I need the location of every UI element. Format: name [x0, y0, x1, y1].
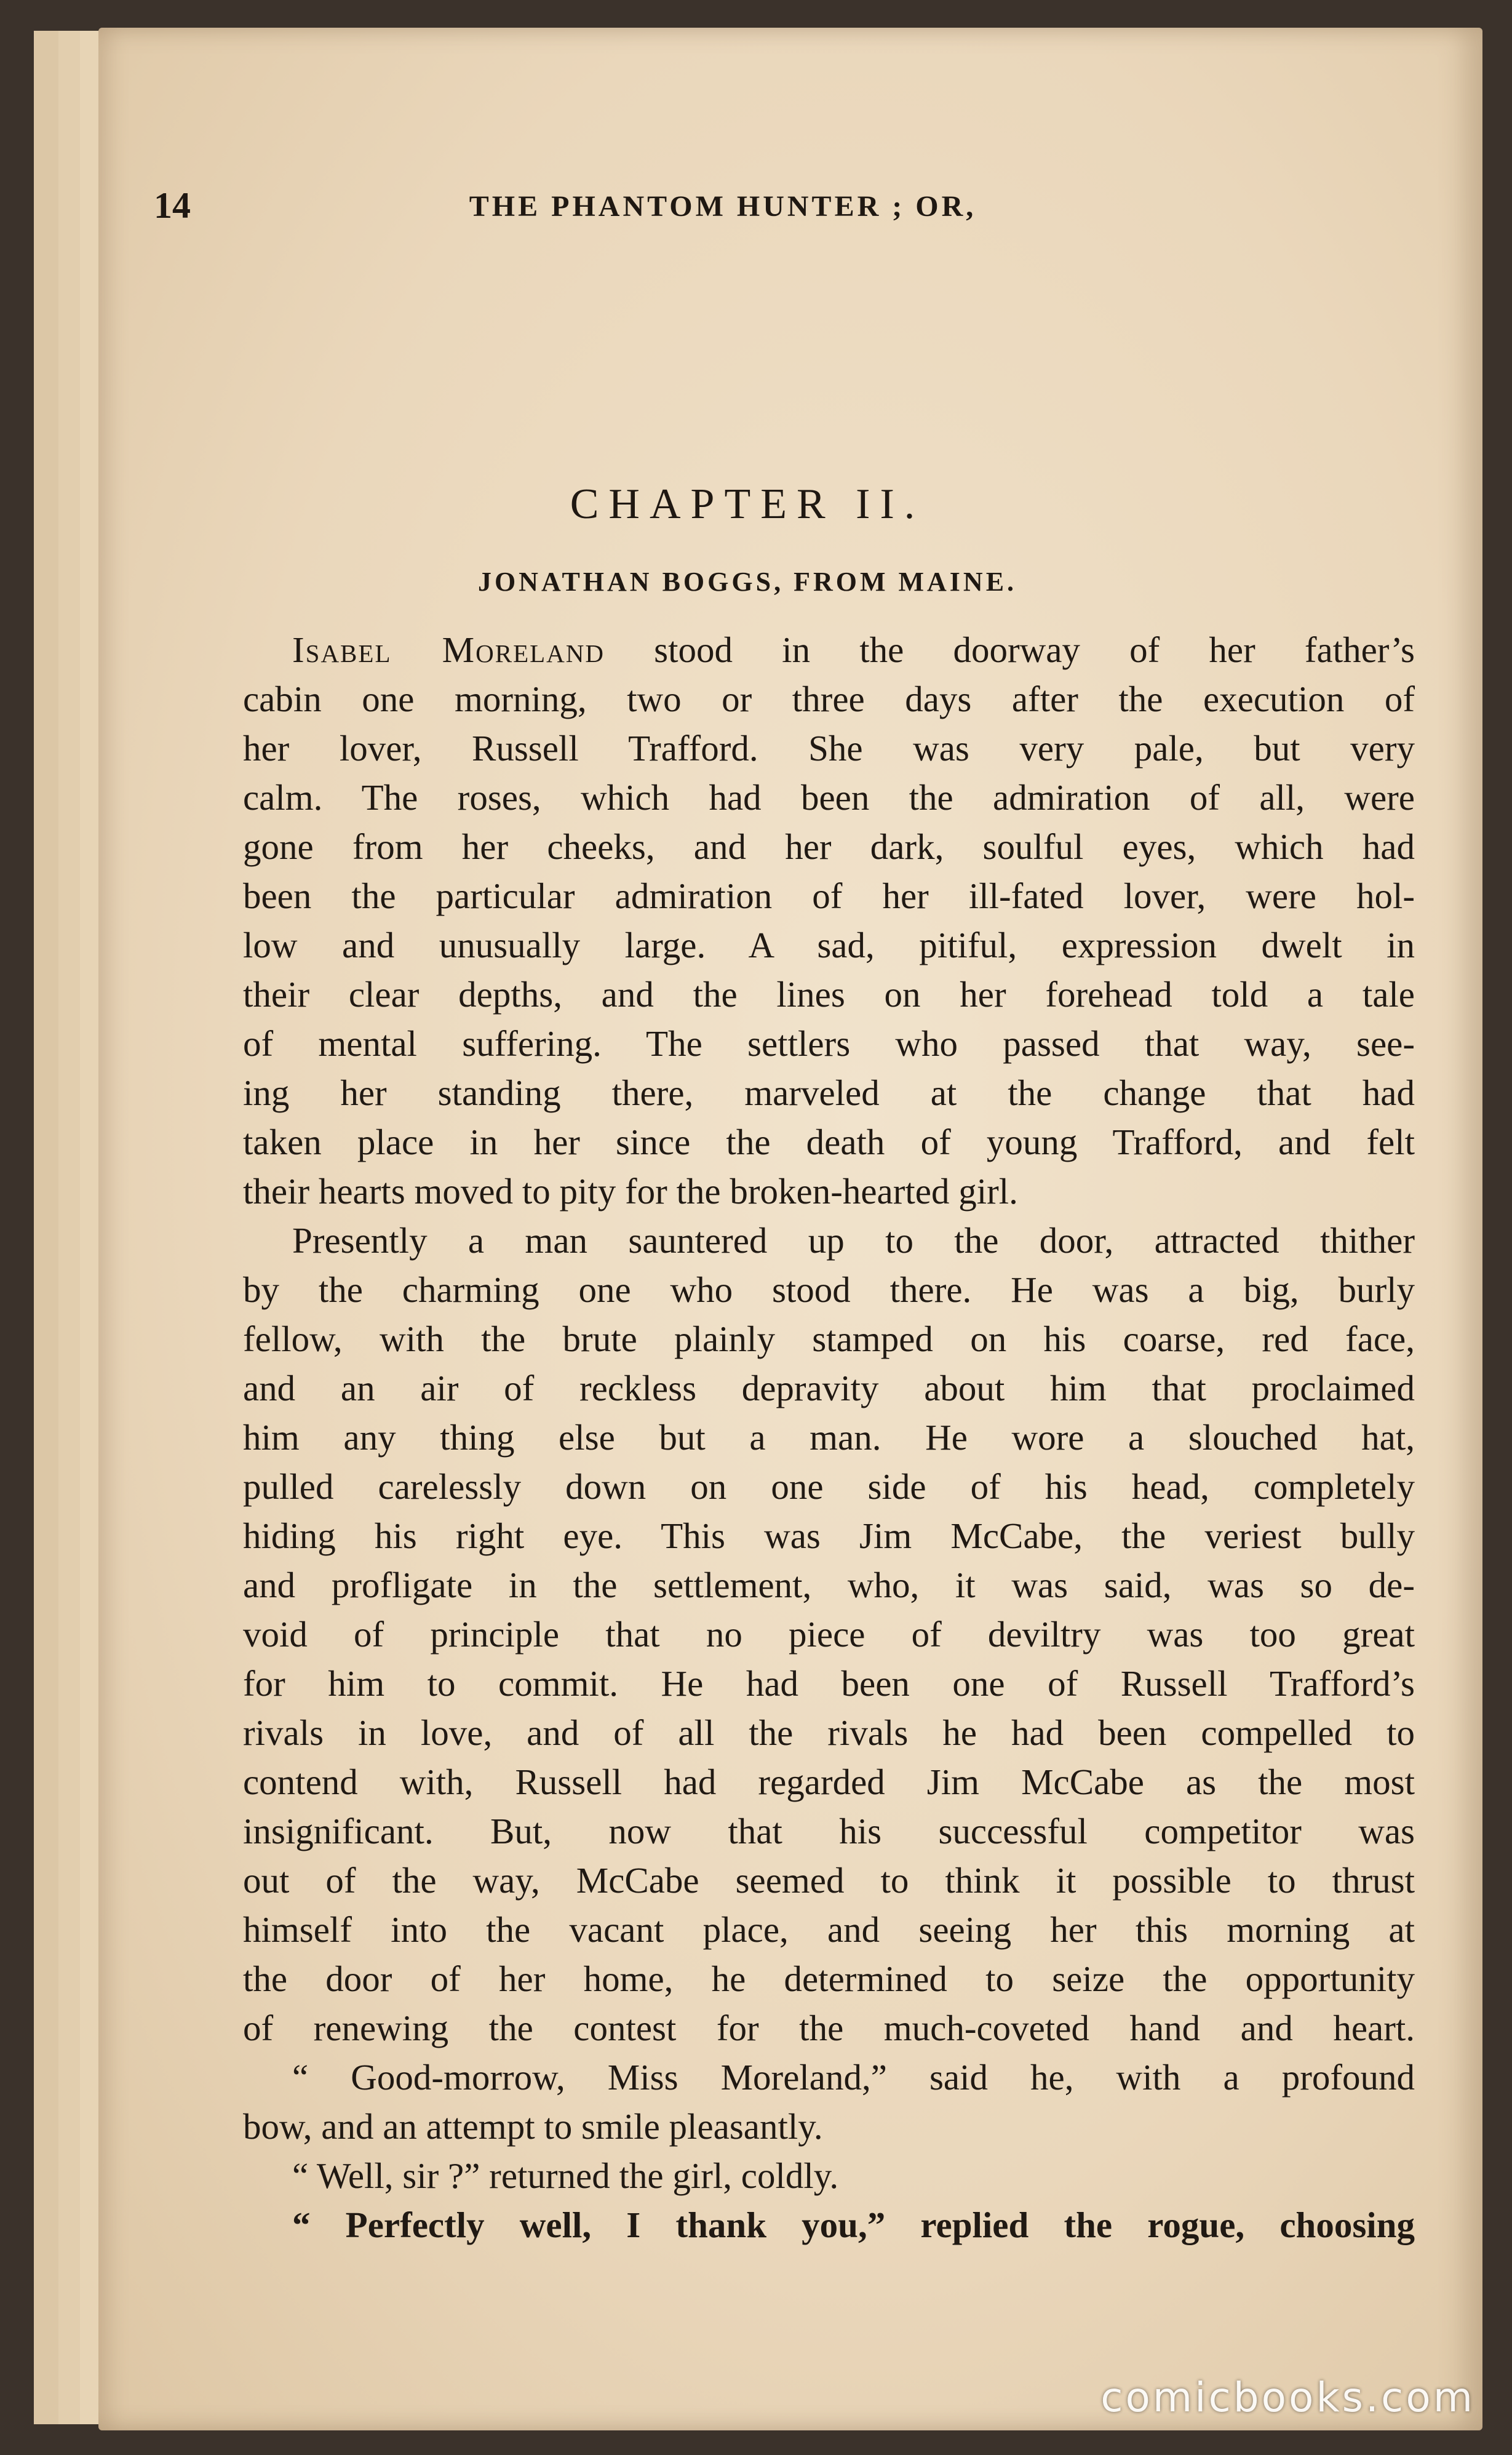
- text-line: void of principle that no piece of deviltry was too great: [243, 1614, 1415, 1655]
- chapter-subtitle: JONATHAN BOGGS, FROM MAINE.: [477, 567, 1017, 597]
- text-line: and an air of reckless depravity about him that proclaimed: [243, 1368, 1415, 1408]
- text-line: calm. The roses, which had been the admiration of all, were: [243, 777, 1415, 818]
- text-line: their clear depths, and the lines on her forehead told a tale: [243, 974, 1415, 1015]
- text-line: out of the way, McCabe seemed to think it possible to thrust: [243, 1860, 1415, 1901]
- text-line: pulled carelessly down on one side of his head, completely: [243, 1466, 1415, 1507]
- text-line: “ Perfectly well, I thank you,” replied the rogue, choosing: [292, 2205, 1415, 2245]
- text-line: hiding his right eye. This was Jim McCabe, the veriest bully: [243, 1515, 1415, 1556]
- running-head: THE PHANTOM HUNTER ; OR,: [469, 190, 977, 223]
- text-line: for him to commit. He had been one of Russell Trafford’s: [243, 1663, 1415, 1704]
- text-line: cabin one morning, two or three days after the execution of: [243, 679, 1415, 719]
- watermark-logo: comicbooks.com: [1100, 2374, 1475, 2421]
- text-line: Presently a man sauntered up to the door, attracted thither: [292, 1220, 1415, 1261]
- text-line: contend with, Russell had regarded Jim McCabe as the most: [243, 1762, 1415, 1802]
- text-line: their hearts moved to pity for the broken-hearted girl.: [243, 1171, 1018, 1212]
- text-line: bow, and an attempt to smile pleasantly.: [243, 2106, 823, 2147]
- text-line: by the charming one who stood there. He was a big, burly: [243, 1269, 1415, 1310]
- text-line: of mental suffering. The settlers who passed that way, see-: [243, 1023, 1415, 1064]
- text-line: her lover, Russell Trafford. She was very pale, but very: [243, 728, 1415, 768]
- text-line: “ Well, sir ?” returned the girl, coldly.: [292, 2155, 839, 2196]
- text-line: “ Good-morrow, Miss Moreland,” said he, with a profound: [292, 2057, 1415, 2098]
- text-line: gone from her cheeks, and her dark, soulful eyes, which had: [243, 826, 1415, 867]
- text-line: rivals in love, and of all the rivals he had been compelled to: [243, 1712, 1415, 1753]
- chapter-title: CHAPTER II.: [570, 481, 925, 528]
- text-line: and profligate in the settlement, who, it was said, was so de-: [243, 1565, 1415, 1605]
- text-line: ing her standing there, marveled at the change that had: [243, 1072, 1415, 1113]
- text-line: [243, 625, 1415, 674]
- text-line: taken place in her since the death of young Trafford, and felt: [243, 1122, 1415, 1162]
- text-line: fellow, with the brute plainly stamped on his coarse, red face,: [243, 1319, 1415, 1359]
- page-number: 14: [154, 185, 191, 226]
- text-line: low and unusually large. A sad, pitiful, expression dwelt in: [243, 925, 1415, 965]
- page-header: [154, 185, 1292, 240]
- text-line: the door of her home, he determined to seize the opportunity: [243, 1958, 1415, 1999]
- text-line: insignificant. But, now that his successful competitor was: [243, 1811, 1415, 1851]
- line-text: stood in the doorway of her father’s: [605, 629, 1415, 670]
- text-line: him any thing else but a man. He wore a slouched hat,: [243, 1417, 1415, 1458]
- body-text: [243, 625, 1415, 2249]
- lead-words: Isabel Moreland: [292, 629, 605, 670]
- text-line: of renewing the contest for the much-coveted hand and heart.: [243, 2008, 1415, 2048]
- text-line: been the particular admiration of her ill-fated lover, were hol-: [243, 876, 1415, 916]
- text-line: himself into the vacant place, and seeing her this morning at: [243, 1909, 1415, 1950]
